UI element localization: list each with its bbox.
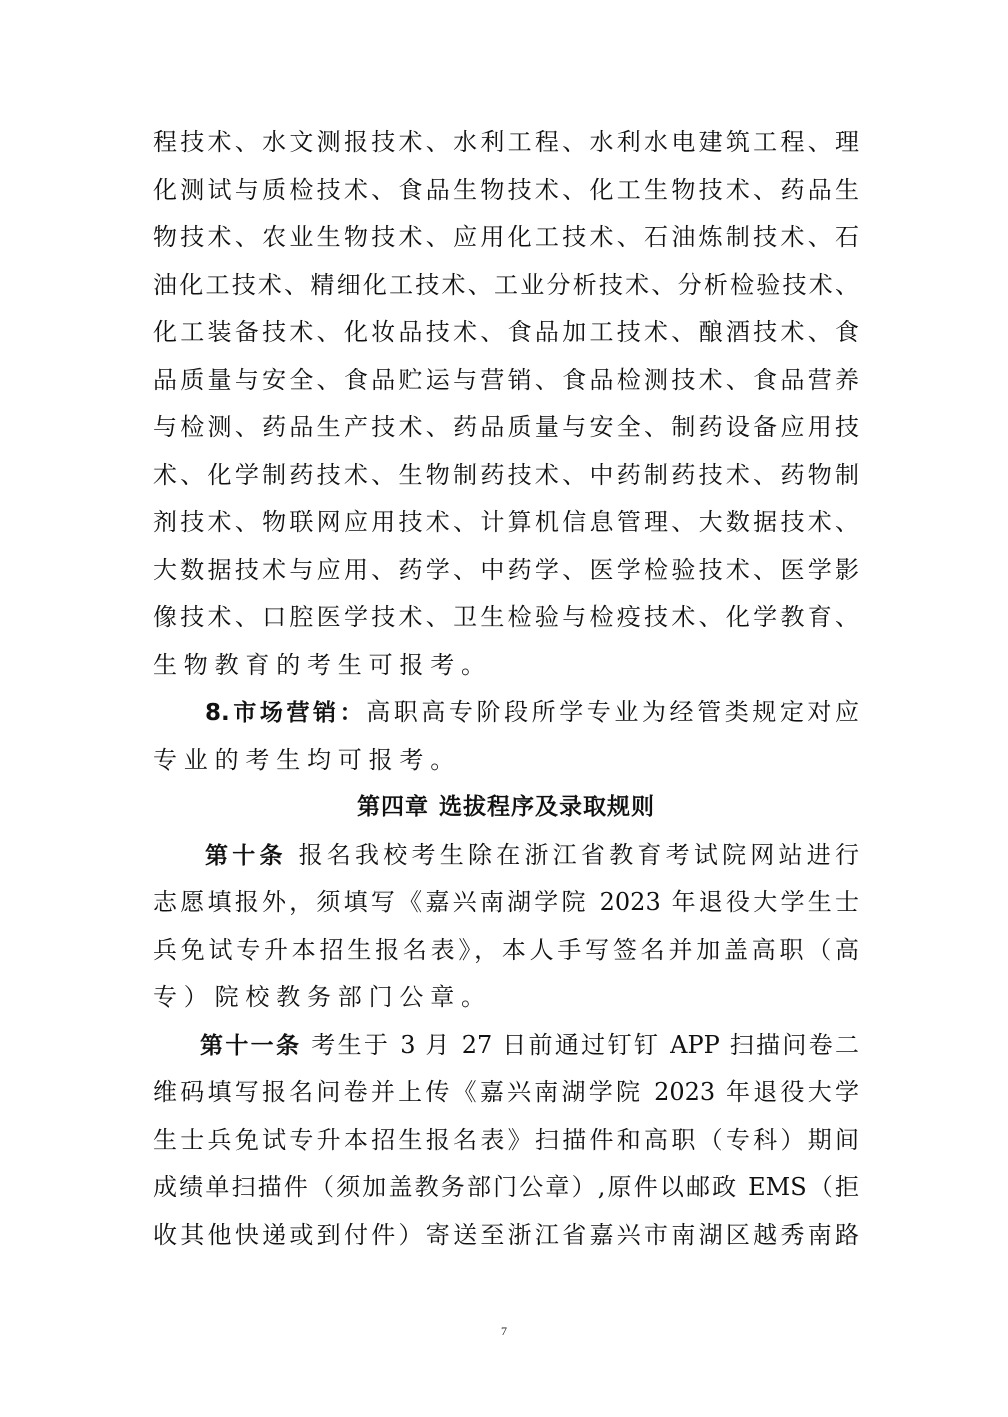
text-line: 志愿填报外，须填写《嘉兴南湖学院 2023 年退役大学生士 <box>153 888 859 916</box>
text-line: 化工装备技术、化妆品技术、食品加工技术、酿酒技术、食 <box>153 318 859 346</box>
text-line: 剂技术、物联网应用技术、计算机信息管理、大数据技术、 <box>153 508 859 536</box>
item-8-marketing <box>153 689 859 784</box>
page-number: 7 <box>501 1324 507 1338</box>
text-line: 生士兵免试专升本招生报名表》扫描件和高职（专科）期间 <box>153 1125 859 1154</box>
article-11 <box>153 1022 859 1260</box>
text-line: 专）院校教务部门公章。 <box>153 983 492 1011</box>
text-line: 程技术、水文测报技术、水利工程、水利水电建筑工程、理 <box>153 128 859 156</box>
text-line: 维码填写报名问卷并上传《嘉兴南湖学院 2023 年退役大学 <box>153 1078 859 1106</box>
paragraph-major-list <box>153 119 859 689</box>
page-body <box>153 119 859 1259</box>
chapter-number: 第四章 <box>357 794 429 820</box>
text-line: 成绩单扫描件（须加盖教务部门公章）,原件以邮政 EMS（拒 <box>153 1173 859 1201</box>
text-line: 专业的考生均可报考。 <box>153 745 461 774</box>
article-10 <box>153 832 859 1022</box>
text-line: 术、化学制药技术、生物制药技术、中药制药技术、药物制 <box>153 460 859 489</box>
text-line: 品质量与安全、食品贮运与营销、食品检测技术、食品营养 <box>153 365 859 394</box>
article-10-text: 报名我校考生除在浙江省教育考试院网站进行 <box>298 840 860 869</box>
text-line: 兵免试专升本招生报名表》，本人手写签名并加盖高职（高 <box>153 935 859 964</box>
text-line: 像技术、口腔医学技术、卫生检验与检疫技术、化学教育、 <box>153 603 859 631</box>
text-line: 生物教育的考生可报考。 <box>153 650 492 679</box>
article-10-first-line <box>153 832 859 880</box>
item-8-first-line <box>153 689 859 737</box>
chapter-title: 选拔程序及录取规则 <box>439 794 655 820</box>
text-line: 大数据技术与应用、药学、中药学、医学检验技术、医学影 <box>153 555 859 584</box>
item-8-label: 8.市场营销： <box>205 700 367 726</box>
article-11-text: 考生于 3 月 27 日前通过钉钉 APP 扫描问卷二 <box>311 1030 860 1059</box>
chapter-heading <box>153 784 859 832</box>
article-11-first-line <box>153 1022 859 1070</box>
text-line: 物技术、农业生物技术、应用化工技术、石油炼制技术、石 <box>153 223 859 251</box>
text-line: 与检测、药品生产技术、药品质量与安全、制药设备应用技 <box>153 413 859 441</box>
text-line: 化测试与质检技术、食品生物技术、化工生物技术、药品生 <box>153 175 859 204</box>
text-line: 油化工技术、精细化工技术、工业分析技术、分析检验技术、 <box>153 270 859 299</box>
article-11-label: 第十一条 <box>200 1032 302 1059</box>
text-line: 收其他快递或到付件）寄送至浙江省嘉兴市南湖区越秀南路 <box>153 1220 859 1249</box>
article-10-label: 第十条 <box>205 842 287 869</box>
item-8-text: 高职高专阶段所学专业为经管类规定对应 <box>366 698 859 726</box>
